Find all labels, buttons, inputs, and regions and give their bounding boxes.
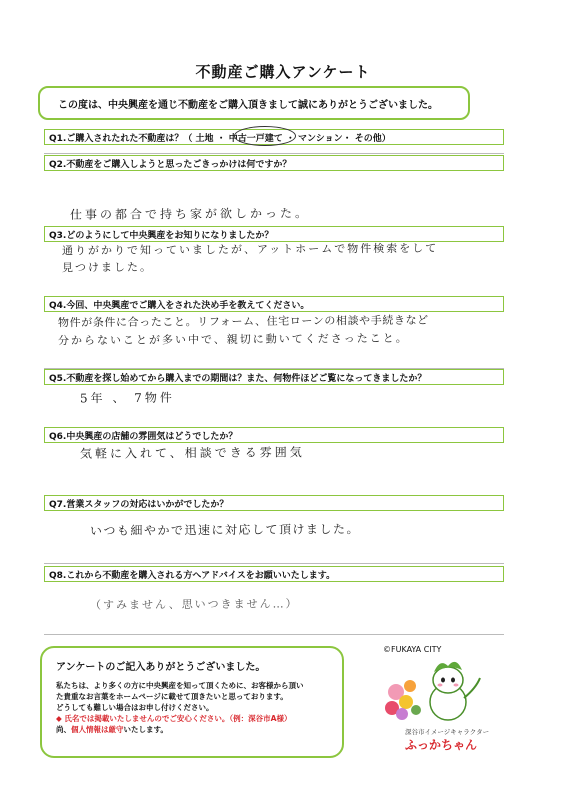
question-4-label: Q4.今回、中央興産でご購入をされた決め手を教えてください。 (49, 301, 310, 311)
thank-you-line-4 (56, 713, 291, 724)
privacy-highlight: 個人情報は厳守 (71, 725, 124, 734)
mascot-right-eye (451, 678, 455, 683)
mascot-cheek (438, 684, 443, 687)
question-5-header (44, 369, 504, 385)
thank-you-line-1: 私たちは、より多くの方に中央興産を知って頂くために、お客様から頂い (56, 681, 304, 690)
flower-icon (399, 695, 413, 709)
copyright-text: ©FUKAYA CITY (383, 645, 442, 654)
question-8-label: Q8.これから不動産を購入される方へアドバイスをお願いいたします。 (49, 571, 336, 581)
privacy-note: 氏名では掲載いたしませんのでご安心ください。（例：深谷市A様） (64, 714, 292, 723)
question-6-header (44, 427, 504, 443)
question-6-answer: 気軽に入れて、相談できる雰囲気 (79, 445, 305, 461)
question-5-answer: 5年 、 7物件 (79, 390, 175, 406)
question-8-header (44, 566, 504, 582)
leaf-icon (411, 705, 421, 715)
mascot-left-eye (441, 678, 445, 683)
mascot-head (433, 667, 463, 693)
flower-icon (404, 680, 416, 692)
thank-you-line-5 (56, 724, 168, 735)
question-7 (44, 495, 504, 564)
flower-icon (396, 708, 408, 720)
question-1-label: Q1.ご購入されたれた不動産は？（ 土地 ・ 中古一戸建て ・ マンション・ その他） (49, 134, 391, 144)
question-7-header (44, 495, 504, 511)
answer-circle-mark (234, 126, 296, 146)
bubble-tail-inner (293, 703, 315, 717)
privacy-prefix: 尚、 (56, 725, 71, 734)
thank-you-bubble (40, 646, 344, 758)
question-3-label: Q3.どのようにして中央興産をお知りになりましたか？ (49, 231, 274, 241)
thank-you-line-2: た貴重なお言葉をホームページに載せて頂きたいと思っております。 (56, 692, 288, 701)
question-2 (44, 155, 504, 228)
character-caption: 深谷市イメージキャラクター (405, 728, 490, 736)
privacy-suffix: いたします。 (123, 725, 168, 734)
question-4 (44, 296, 504, 369)
intro-text: この度は、中央興産を通じ不動産をご購入頂きまして誠にありがとうございました。 (58, 100, 438, 111)
question-8-answer: （すみません、思いつきません…） (89, 597, 299, 612)
question-3 (44, 226, 504, 297)
thank-you-heading: アンケートのご記入ありがとうございました。 (56, 662, 266, 673)
mascot-cheek (454, 684, 459, 687)
question-4-answer-line-1: 物件が条件に合ったこと。リフォーム、住宅ローンの相談や手続きなど (57, 313, 429, 330)
page-title: 不動産ご購入アンケート (195, 63, 371, 81)
question-5 (44, 369, 504, 428)
intro-box (38, 86, 470, 120)
diamond-icon: ◆ (56, 714, 62, 723)
question-2-label: Q2.不動産をご購入しようと思ったごきっかけは何ですか？ (49, 160, 292, 170)
question-1 (44, 129, 504, 154)
question-7-label: Q7.営業スタッフの対応はいかがでしたか？ (49, 500, 229, 510)
question-8 (44, 566, 504, 635)
question-2-answer: 仕事の都合で持ち家が欲しかった。 (69, 206, 311, 222)
thank-you-line-3: どうしても難しい場合はお申し付けください。 (56, 703, 214, 712)
character-name: ふっかちゃん (405, 738, 478, 752)
question-4-header (44, 296, 504, 312)
question-5-label: Q5.不動産を探し始めてから購入までの期間は？また、何物件ほどご覧になってきましたか？ (49, 374, 427, 384)
mascot-illustration (380, 658, 490, 726)
question-7-answer: いつも細やかで迅速に対応して頂けました。 (89, 522, 361, 538)
question-6 (44, 427, 504, 496)
mascot-arm (464, 678, 480, 698)
question-2-header (44, 155, 504, 171)
question-3-answer-line-2: 見つけました。 (61, 260, 154, 275)
question-6-label: Q6.中央興産の店舗の雰囲気はどうでしたか？ (49, 432, 238, 442)
question-4-answer-line-2: 分からないことが多い中で、親切に動いてくださったこと。 (57, 331, 409, 348)
question-3-answer-line-1: 通りがかりで知っていましたが、アットホームで物件検索をして (61, 241, 439, 258)
